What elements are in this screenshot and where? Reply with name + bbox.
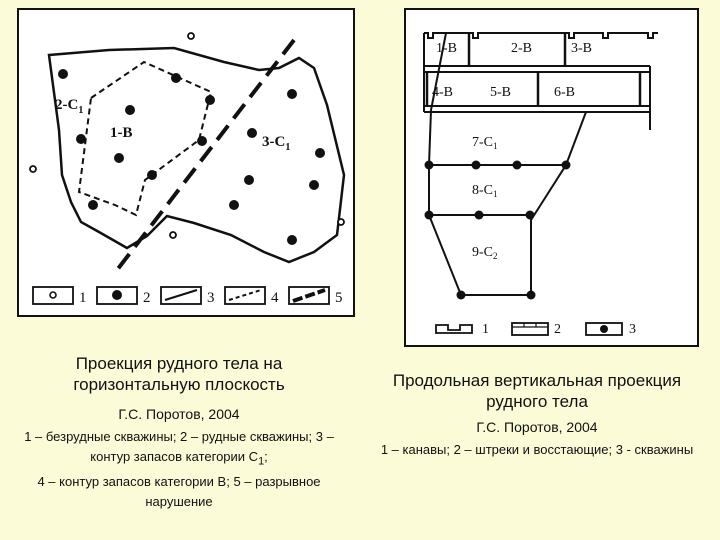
fault-line [117,40,294,270]
right-caption [372,370,702,460]
horizontal-projection-diagram [17,8,355,317]
barren-well [170,232,176,238]
block-label: 2-B [511,41,532,56]
block-label: 6-B [554,85,575,100]
well [562,161,571,170]
svg-text:1: 1 [482,322,489,337]
left-legend [33,287,343,306]
legend-well-icon [600,325,608,333]
ore-well [88,200,98,210]
right-caption-legend: 1 – канавы; 2 – штреки и восстающие; 3 - скважины [380,442,694,457]
svg-text:5: 5 [335,290,343,306]
block-label: $7-C_1$ [472,135,498,151]
ore-well [229,200,239,210]
well [472,161,481,170]
barren-well [338,219,344,225]
left-caption-title: Проекция рудного тела на горизонтальную плоскость [73,354,285,394]
well [527,291,536,300]
block-label: 5-B [490,85,511,100]
legend-drift-icon [512,323,548,335]
zone-c1-right-label: $3-C_1$ [262,134,291,153]
legend-trench-icon [436,325,472,333]
wells [425,161,571,300]
block-label: 1-B [436,41,457,56]
block-label: 4-B [432,85,453,100]
ore-well [76,134,86,144]
block-label: 3-B [571,41,592,56]
ore-well [205,95,215,105]
b-contour [79,62,211,215]
block-label: $9-C_2$ [472,245,498,261]
svg-text:4: 4 [271,290,279,306]
legend-ore-well-icon [112,290,122,300]
barren-well [30,166,36,172]
left-caption-author: Г.С. Поротов, 2004 [118,406,240,422]
ore-well [287,235,297,245]
ore-well [309,180,319,190]
legend-barren-well-icon [50,292,56,298]
block-label: $8-C_1$ [472,183,498,199]
ore-well [315,148,325,158]
well [526,211,535,220]
raise-lines [427,33,640,107]
trench-top [424,33,658,38]
vertical-projection-diagram [404,8,699,347]
svg-text:2: 2 [554,322,561,337]
right-caption-title: Продольная вертикальная проекция рудного тела [392,371,682,411]
left-caption-legend-line2: 4 – контур запасов категории В; 5 – разрывное нарушение [37,473,321,509]
well [425,161,434,170]
ore-well [171,73,181,83]
svg-text:2: 2 [143,290,151,306]
ore-well [147,170,157,180]
ore-well [287,89,297,99]
zone-b-label: 1-B [110,125,133,141]
c1-contour [49,48,344,262]
ore-well [197,136,207,146]
ore-well [114,153,124,163]
svg-text:3: 3 [629,322,636,337]
well [513,161,522,170]
ore-wells [58,69,325,245]
zone-c1-left-label: $2-C_1$ [55,97,84,116]
left-caption [10,353,348,512]
well [425,211,434,220]
horizontal-projection-svg [19,10,357,319]
well [475,211,484,220]
ore-well [247,128,257,138]
lower-contour [429,110,586,295]
svg-text:1: 1 [79,290,87,306]
barren-wells [30,33,344,238]
ore-well [125,105,135,115]
right-caption-author: Г.С. Поротов, 2004 [476,419,598,435]
right-legend [436,322,636,337]
svg-text:3: 3 [207,290,215,306]
barren-well [188,33,194,39]
well [457,291,466,300]
left-caption-legend-line1: 1 – безрудные скважины; 2 – рудные скважины; 3 – контур запасов категории $С_1$; [24,429,334,468]
ore-well [58,69,68,79]
ore-well [244,175,254,185]
vertical-projection-svg [406,10,701,349]
